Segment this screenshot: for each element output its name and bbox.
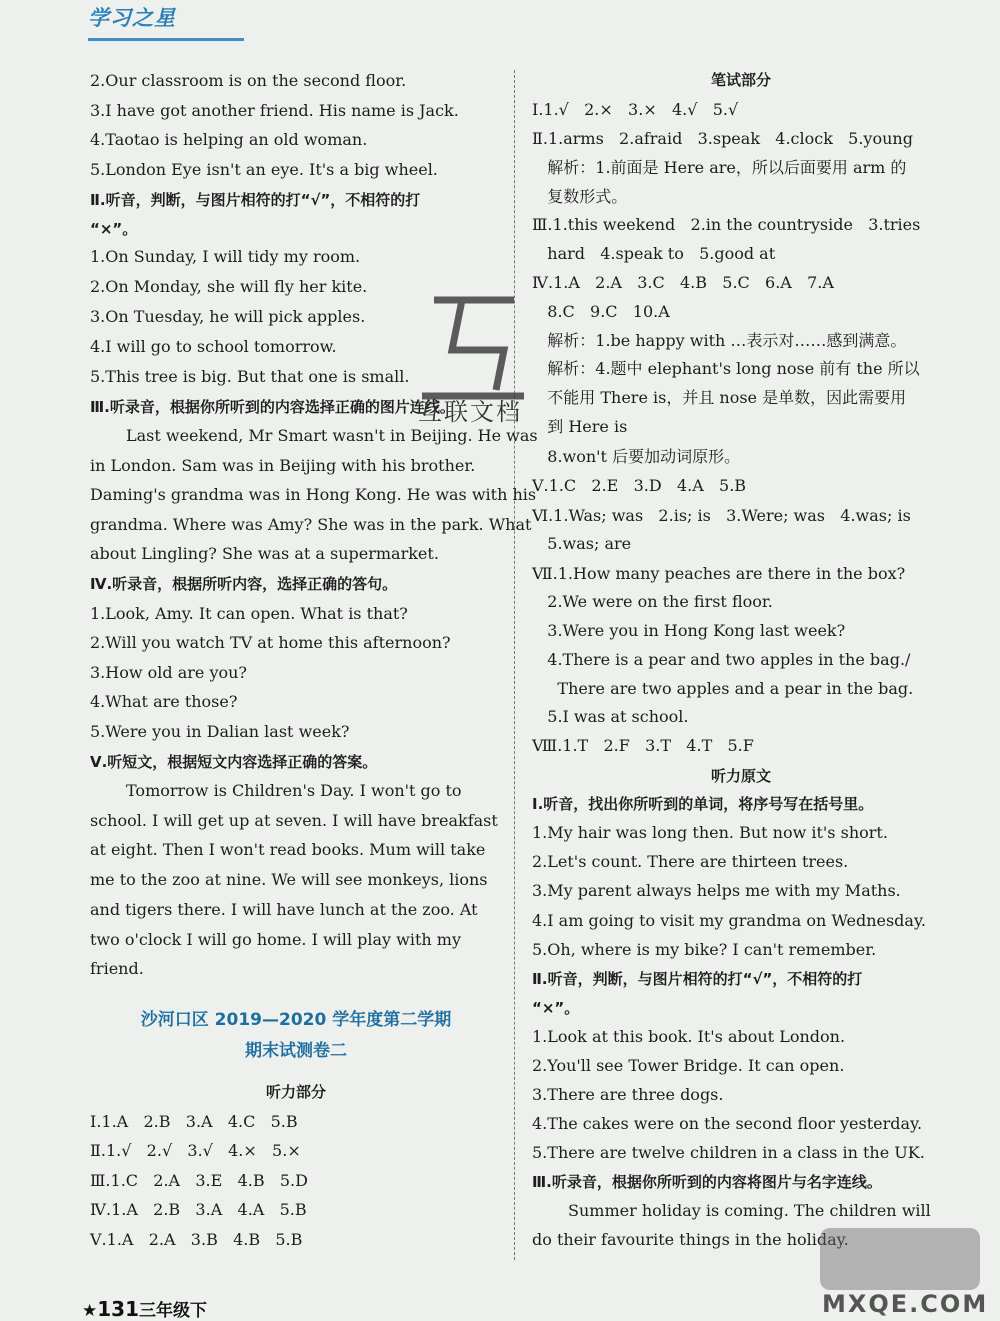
text-line: 2.Let's count. There are thirteen trees.: [532, 852, 849, 871]
text-line: do their favourite things in the holiday.: [532, 1230, 849, 1249]
answer-line: Ⅴ.1.A 2.A 3.B 4.B 5.B: [90, 1230, 303, 1249]
column-divider: [514, 70, 515, 1260]
text-line: friend.: [90, 959, 144, 978]
section-title: Ⅳ.听录音，根据所听内容，选择正确的答句。: [90, 575, 398, 593]
text-line: 1.My hair was long then. But now it's short.: [532, 823, 888, 842]
watermark-text: 互联文档: [418, 398, 522, 426]
section-title: Ⅱ.听音，判断，与图片相符的打“√”，不相符的打: [532, 970, 863, 988]
original-heading: 听力原文: [710, 767, 771, 785]
text-line: 5.Oh, where is my bike? I can't remember.: [532, 940, 877, 959]
answer-line: 解析：4.题中 elephant's long nose 前有 the 所以: [532, 359, 920, 378]
grade-label: 三年级下: [139, 1301, 207, 1321]
section-title: Ⅱ.听音，判断，与图片相符的打“√”，不相符的打: [90, 191, 421, 209]
text-line: 3.My parent always helps me with my Maths.: [532, 881, 901, 900]
answer-line: Ⅲ.1.C 2.A 3.E 4.B 5.D: [90, 1171, 308, 1190]
section-title: “×”。: [90, 220, 138, 238]
text-line: about Lingling? She was at a supermarket.: [90, 544, 439, 563]
text-line: 4.What are those?: [90, 692, 238, 711]
listening-heading: 听力部分: [265, 1083, 326, 1101]
text-line: 2.On Monday, she will fly her kite.: [90, 277, 368, 296]
logo-text: 学习之星: [88, 6, 176, 30]
answer-line: Ⅰ.1.√ 2.× 3.× 4.√ 5.√: [532, 100, 739, 119]
text-line: and tigers there. I will have lunch at the zoo. At: [90, 900, 478, 919]
text-line: 5.There are twelve children in a class in the UK.: [532, 1143, 925, 1162]
text-line: school. I will get up at seven. I will have breakfast: [90, 811, 498, 830]
answer-line: Ⅷ.1.T 2.F 3.T 4.T 5.F: [532, 736, 754, 755]
text-line: 1.Look at this book. It's about London.: [532, 1027, 846, 1046]
answer-line: 不能用 There is，并且 nose 是单数，因此需要用: [532, 388, 907, 407]
answer-line: Ⅵ.1.Was; was 2.is; is 3.Were; was 4.was; is: [532, 506, 911, 525]
text-line: 5.London Eye isn't an eye. It's a big wheel.: [90, 160, 438, 179]
text-line: 3.On Tuesday, he will pick apples.: [90, 307, 366, 326]
answer-line: Ⅴ.1.C 2.E 3.D 4.A 5.B: [532, 476, 747, 495]
text-line: 2.Our classroom is on the second floor.: [90, 71, 407, 90]
answer-line: 复数形式。: [532, 187, 628, 206]
text-line: 2.Will you watch TV at home this afternoon?: [90, 633, 451, 652]
text-line: 1.On Sunday, I will tidy my room.: [90, 247, 361, 266]
text-line: me to the zoo at nine. We will see monkeys, lions: [90, 870, 488, 889]
answer-line: 到 Here is: [532, 417, 628, 436]
answer-line: 3.Were you in Hong Kong last week?: [532, 621, 846, 640]
section-title: Ⅲ.听录音，根据你所听到的内容选择正确的图片连线。: [90, 398, 455, 416]
text-line: grandma. Where was Amy? She was in the park. What: [90, 515, 532, 534]
exam-title: 沙河口区 2019—2020 学年度第二学期: [140, 1010, 452, 1030]
text-line: at eight. Then I won't read books. Mum will take: [90, 840, 486, 859]
text-line: 5.This tree is big. But that one is small.: [90, 367, 410, 386]
section-title: Ⅲ.听录音，根据你所听到的内容将图片与名字连线。: [532, 1173, 882, 1191]
answer-line: 5.was; are: [532, 534, 632, 553]
text-line: 4.I will go to school tomorrow.: [90, 337, 337, 356]
text-line: 4.Taotao is helping an old woman.: [90, 130, 368, 149]
answer-line: 2.We were on the first floor.: [532, 592, 773, 611]
text-line: in London. Sam was in Beijing with his brother.: [90, 456, 476, 475]
answer-line: Ⅱ.1.√ 2.√ 3.√ 4.× 5.×: [90, 1141, 301, 1160]
text-line: 3.How old are you?: [90, 663, 248, 682]
text-line: 3.I have got another friend. His name is Jack.: [90, 101, 459, 120]
answer-line: There are two apples and a pear in the bag.: [532, 679, 914, 698]
corner-logo-text: MXQE.COM: [822, 1290, 989, 1318]
answer-line: 解析：1.前面是 Here are，所以后面要用 arm 的: [532, 158, 907, 177]
answer-line: hard 4.speak to 5.good at: [532, 244, 776, 263]
text-line: Last weekend, Mr Smart wasn't in Beijing. He was: [126, 426, 538, 445]
text-line: 4.The cakes were on the second floor yesterday.: [532, 1114, 923, 1133]
answer-line: 8.won't 后要加动词原形。: [532, 447, 741, 466]
answer-line: Ⅲ.1.this weekend 2.in the countryside 3.tries: [532, 215, 921, 234]
answer-line: Ⅰ.1.A 2.B 3.A 4.C 5.B: [90, 1112, 298, 1131]
page-footer: [82, 1296, 207, 1321]
header-logo: [88, 2, 248, 40]
text-line: 4.I am going to visit my grandma on Wednesday.: [532, 911, 926, 930]
text-line: two o'clock I will go home. I will play with my: [90, 930, 461, 949]
text-line: Summer holiday is coming. The children will: [568, 1201, 931, 1220]
answer-line: Ⅳ.1.A 2.A 3.C 4.B 5.C 6.A 7.A: [532, 273, 834, 292]
section-title: “×”。: [532, 999, 580, 1017]
written-heading: 笔试部分: [710, 71, 771, 89]
text-line: 1.Look, Amy. It can open. What is that?: [90, 604, 408, 623]
answer-line: Ⅶ.1.How many peaches are there in the box?: [532, 564, 906, 583]
answer-line: 解析：1.be happy with …表示对……感到满意。: [532, 331, 907, 350]
page-number: 131: [97, 1297, 139, 1321]
answer-line: 8.C 9.C 10.A: [532, 302, 670, 321]
answer-line: Ⅳ.1.A 2.B 3.A 4.A 5.B: [90, 1200, 307, 1219]
text-line: 2.You'll see Tower Bridge. It can open.: [532, 1056, 845, 1075]
section-title: Ⅰ.听音，找出你所听到的单词，将序号写在括号里。: [532, 795, 874, 813]
logo-underline: [88, 38, 244, 41]
text-line: Tomorrow is Children's Day. I won't go to: [126, 781, 462, 800]
answer-line: Ⅱ.1.arms 2.afraid 3.speak 4.clock 5.young: [532, 129, 913, 148]
star-icon: ★: [82, 1301, 98, 1321]
exam-subtitle: 期末试测卷二: [245, 1041, 347, 1061]
text-line: 3.There are three dogs.: [532, 1085, 724, 1104]
text-line: 5.Were you in Dalian last week?: [90, 722, 350, 741]
text-line: Daming's grandma was in Hong Kong. He was with his: [90, 485, 537, 504]
answer-line: 5.I was at school.: [532, 707, 689, 726]
answer-line: 4.There is a pear and two apples in the bag./: [532, 650, 911, 669]
section-title: Ⅴ.听短文，根据短文内容选择正确的答案。: [90, 753, 378, 771]
